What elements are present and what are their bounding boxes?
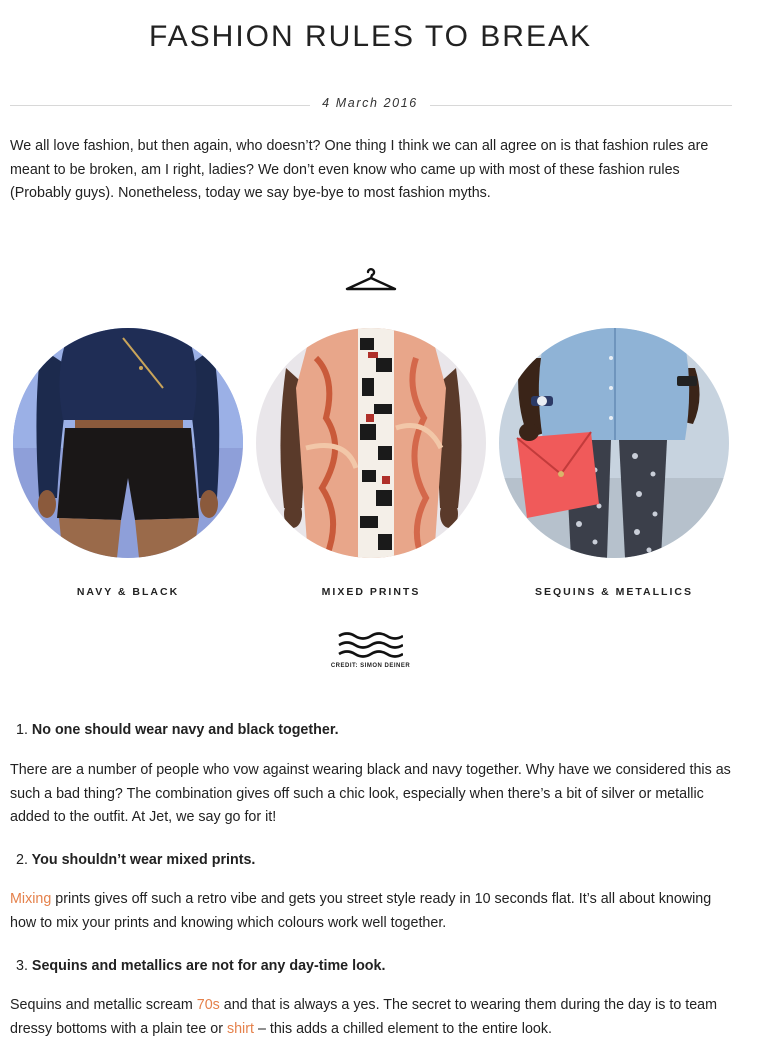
- paragraph-text: prints gives off such a retro vibe and gets you street style ready in 10 seconds flat. It’s all about knowing how to mix your prints and knowing which colours work well together.: [10, 891, 712, 931]
- waves-icon: [337, 632, 403, 658]
- rule-heading-2: [16, 852, 255, 868]
- paragraph-text: and that is always a yes. The secret to wearing them during the day is to team dressy bottoms with a plain tee or: [10, 997, 718, 1037]
- caption-sequins-metallics: SEQUINS & METALLICS: [535, 586, 693, 598]
- paragraph-text: Sequins and metallic scream: [10, 997, 197, 1013]
- rule-title: You shouldn’t wear mixed prints.: [31, 852, 256, 868]
- rule-paragraph-1: There are a number of people who vow against wearing black and navy together. Why have we considered this as such a bad thing? The combination gives off such a chic look, especially when there’s a bit of silver or metallic added to the outfit. At Jet, we say go for it!: [10, 762, 731, 825]
- rule-heading-3: [16, 958, 385, 974]
- mixing-link[interactable]: Mixing: [10, 891, 52, 907]
- rule-paragraph-3: [10, 994, 732, 1041]
- photo-sequins-metallics: [499, 328, 729, 558]
- paragraph-text: – this adds a chilled element to the entire look.: [253, 1020, 552, 1037]
- rule-number: 1.: [16, 722, 28, 738]
- caption-mixed-prints: MIXED PRINTS: [321, 586, 421, 598]
- rule-title: No one should wear navy and black together.: [31, 722, 339, 738]
- divider-right: [430, 105, 732, 106]
- rule-number: 3.: [16, 958, 28, 974]
- rule-number: 2.: [16, 852, 28, 868]
- rule-title: Sequins and metallics are not for any day-time look.: [31, 958, 386, 974]
- photo-mixed-prints: [256, 328, 486, 558]
- divider-left: [10, 105, 310, 106]
- article-title: FASHION RULES TO BREAK: [148, 20, 592, 53]
- rule-heading-1: [16, 722, 339, 738]
- photo-navy-black: [13, 328, 243, 558]
- dateline: [10, 96, 732, 114]
- shirt-link[interactable]: shirt: [226, 1020, 254, 1037]
- caption-navy-black: NAVY & BLACK: [76, 586, 180, 598]
- intro-paragraph: We all love fashion, but then again, who doesn’t? One thing I think we can all agree on is that fashion rules are meant to be broken, am I right, ladies? We don’t even know who came up with most of these fashion rules (Probably guys). Nonetheless, today we say bye-bye to most fashion myths.: [10, 138, 709, 201]
- seventies-link[interactable]: 70s: [196, 997, 220, 1013]
- post-date: 4 March 2016: [322, 96, 418, 110]
- rule-paragraph-2: [10, 888, 732, 935]
- image-credit: CREDIT: SIMON DEINER: [330, 663, 411, 669]
- hanger-icon: [344, 266, 398, 294]
